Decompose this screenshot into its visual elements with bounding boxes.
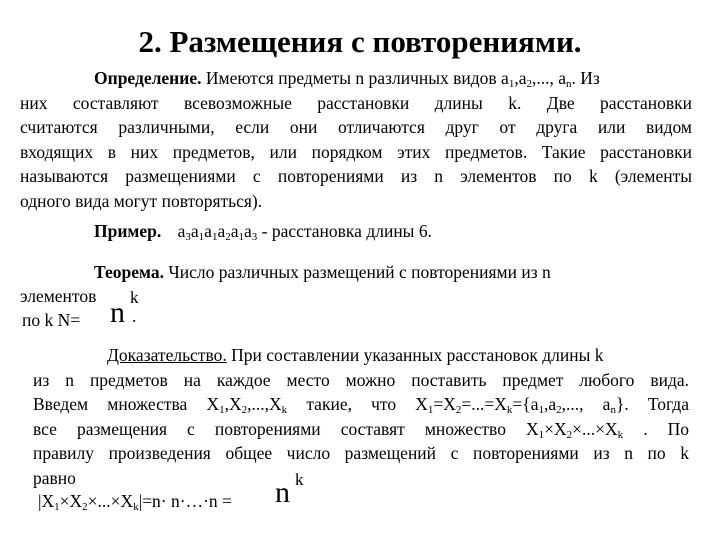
example-sequence: $a_3a_1a_1a_2a_1a_3$: [177, 221, 258, 243]
proof-line-4: все размещения с повторениями составят множество $X_1\times X_2\times...\times X_k$ . По: [33, 418, 689, 441]
example-line: [94, 219, 694, 244]
definition-line-4: входящих в них предметов, или порядком этих предметов. Такие расстановки: [20, 141, 692, 162]
definition-line-2: них составляют всевозможные расстановки длины k. Две расстановки: [20, 92, 692, 113]
proof-line-3: Введем множества $X_1,X_2,...,X_k$ такие, что $X_1=X_2=...=X_k=\{a_1,a_2$,..., $a_n$}. Тогда: [33, 394, 689, 417]
proof-paragraph: [33, 343, 689, 491]
definition-line-5: называются размещениями с повторениями из n элементов по k (элементы: [20, 166, 692, 187]
formula-base-n: n: [110, 296, 125, 329]
definition-label: Определение.: [94, 68, 202, 88]
theorem-formula: [110, 288, 170, 336]
formula-base-n: n: [275, 476, 290, 509]
proof-line-5: правилу произведения общее число размещений с повторениями из n по k: [33, 443, 689, 464]
definition-line-3: считаются различными, если они отличаются друг от друга или видом: [20, 117, 692, 138]
formula-exponent-k: k: [130, 288, 139, 307]
theorem-line-3: по k N=: [22, 310, 81, 330]
theorem-line-1: Теорема. Число различных размещений с повторениями из n: [94, 262, 551, 282]
proof-line-2: из n предметов на каждое место можно поставить предмет любого вида.: [33, 369, 689, 390]
definition-line-6: одного вида могут повторяться).: [20, 190, 263, 211]
proof-line-6: равно: [33, 467, 76, 488]
proof-formula-power: [275, 470, 325, 516]
example-tail: - расстановка длины 6.: [261, 221, 432, 241]
theorem-line-2: элементов: [20, 286, 97, 306]
page-title: 2. Размещения с повторениями.: [138, 24, 582, 59]
definition-line-1: Определение. Имеются предметы n различных видов $a_1,a_2$,..., $a_n$. Из: [94, 68, 600, 90]
definition-paragraph: [20, 66, 692, 214]
proof-label: Доказательство.: [107, 345, 227, 365]
formula-exponent-k: k: [295, 470, 304, 489]
example-label: Пример.: [94, 221, 162, 241]
proof-formula: $|X_1\times X_2\times...\times X_k|=n\cdot$ n·…·n =: [38, 491, 232, 513]
theorem-label: Теорема.: [94, 262, 164, 282]
formula-dot: .: [132, 306, 137, 326]
proof-line-1: Доказательство. При составлении указанных расстановок длины k: [107, 345, 604, 365]
